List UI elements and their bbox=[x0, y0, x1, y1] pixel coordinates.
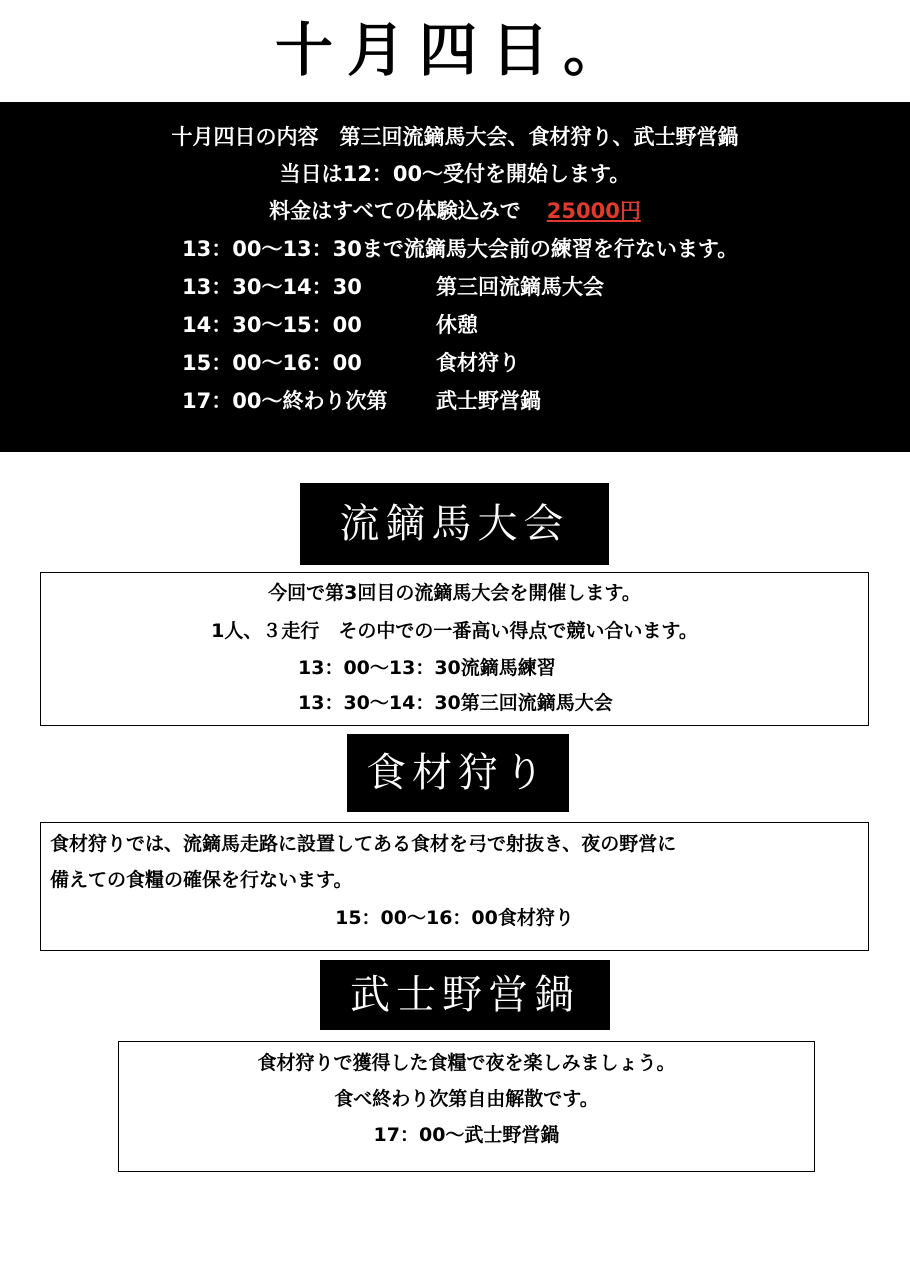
overview-panel bbox=[0, 102, 910, 452]
schedule-time: 13：30〜14：30 bbox=[182, 275, 362, 299]
schedule-event: 休憩 bbox=[436, 313, 478, 337]
schedule-time: 14：30〜15：00 bbox=[182, 313, 362, 337]
section-text-line: 17：00〜武士野営鍋 bbox=[373, 1124, 560, 1146]
section-text-line: 13：30〜14：30第三回流鏑馬大会 bbox=[298, 692, 613, 714]
section-text-line: 今回で第3回目の流鏑馬大会を開催します。 bbox=[268, 582, 641, 604]
schedule-event: 第三回流鏑馬大会 bbox=[436, 275, 604, 299]
schedule-time: 13：00〜13：30まで流鏑馬大会前の練習を行ないます。 bbox=[182, 237, 739, 261]
overview-fee-line bbox=[0, 196, 910, 226]
section-heading-food-hunt: 食材狩り bbox=[347, 734, 569, 812]
schedule-row bbox=[182, 386, 541, 416]
overview-reception-line: 当日は12：00〜受付を開始します。 bbox=[279, 162, 631, 186]
fee-price: 25000円 bbox=[546, 199, 641, 223]
schedule-row bbox=[182, 348, 520, 378]
page-title: 十月四日。 bbox=[274, 16, 635, 84]
section-text-line: 食べ終わり次第自由解散です。 bbox=[334, 1088, 599, 1110]
section-heading-samurai-hotpot: 武士野営鍋 bbox=[320, 960, 610, 1030]
schedule-row bbox=[182, 310, 478, 340]
section-box-yabusame bbox=[40, 572, 869, 726]
section-text-line: 13：00〜13：30流鏑馬練習 bbox=[298, 657, 556, 679]
section-heading-yabusame: 流鏑馬大会 bbox=[300, 483, 609, 565]
overview-contents-line: 十月四日の内容 第三回流鏑馬大会、食材狩り、武士野営鍋 bbox=[171, 125, 739, 149]
section-box-samurai-hotpot bbox=[118, 1041, 815, 1172]
section-text-line: 15：00〜16：00食材狩り bbox=[335, 907, 574, 929]
section-text-line: 食材狩りでは、流鏑馬走路に設置してある食材を弓で射抜き、夜の野営に bbox=[50, 833, 677, 855]
section-text-line: 食材狩りで獲得した食糧で夜を楽しみましょう。 bbox=[257, 1052, 676, 1074]
schedule-row bbox=[182, 234, 738, 264]
section-box-food-hunt bbox=[40, 822, 869, 951]
schedule-row bbox=[182, 272, 604, 302]
fee-label: 料金はすべての体験込みで bbox=[269, 199, 521, 223]
schedule-event: 武士野営鍋 bbox=[436, 389, 541, 413]
schedule-time: 15：00〜16：00 bbox=[182, 351, 362, 375]
schedule-time: 17：00〜終わり次第 bbox=[182, 389, 388, 413]
schedule-event: 食材狩り bbox=[436, 351, 520, 375]
section-text-line: 備えての食糧の確保を行ないます。 bbox=[50, 869, 353, 891]
section-text-line: 1人、３走行 その中での一番高い得点で競い合います。 bbox=[211, 620, 698, 642]
